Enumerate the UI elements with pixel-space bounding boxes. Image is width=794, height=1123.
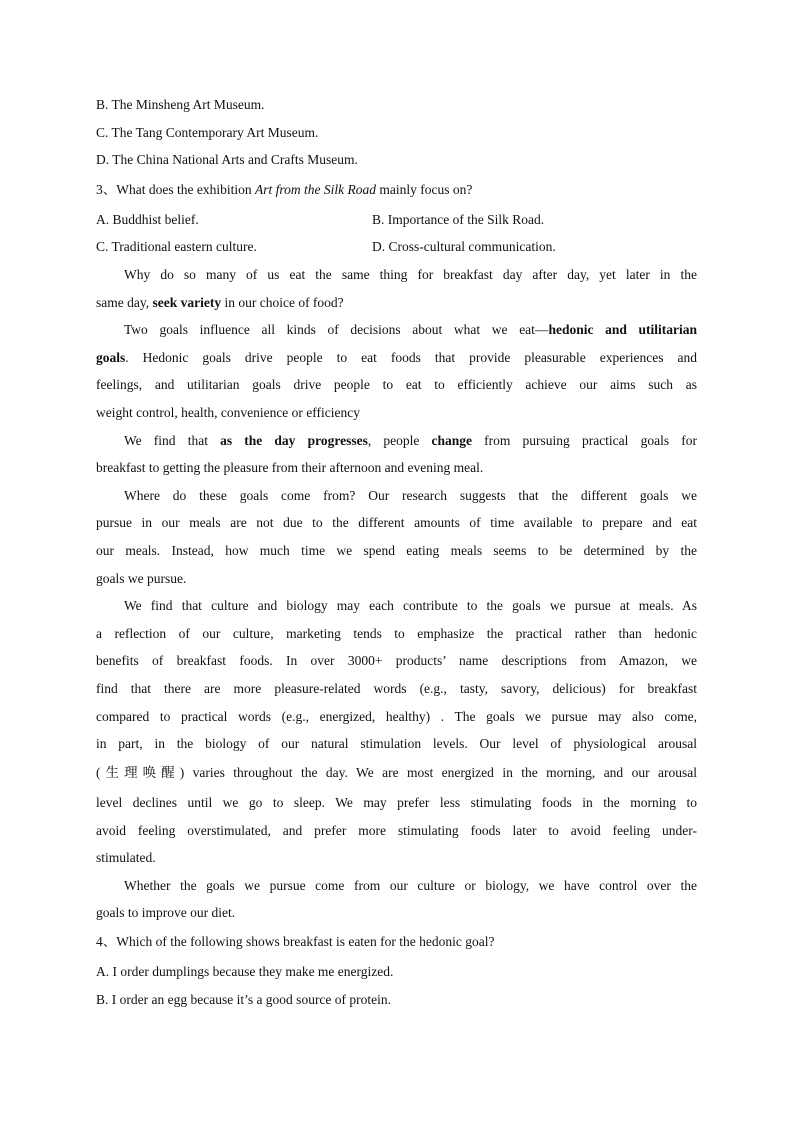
passage-p5-line5: compared to practical words (e.g., energized, healthy) . The goals we pursue may also come,	[96, 709, 697, 724]
q4-option-a: A. I order dumplings because they make me energized.	[96, 964, 394, 979]
q3-option-d: D. Cross-cultural communication.	[372, 239, 556, 254]
q2-option-b: B. The Minsheng Art Museum.	[96, 97, 265, 112]
passage-p6-line2: goals to improve our diet.	[96, 905, 236, 920]
passage-p5-line7: (生理唤醒) varies throughout the day. We are most energized in the morning, and our arousal	[96, 765, 697, 780]
q3-stem: 3、What does the exhibition Art from the Silk Road mainly focus on?	[96, 182, 473, 197]
passage-p2-line1: Two goals influence all kinds of decisions about what we eat—hedonic and utilitarian	[124, 322, 698, 337]
passage-p5-line1: We find that culture and biology may each contribute to the goals we pursue at meals. As	[124, 598, 697, 613]
passage-p5-line6: in part, in the biology of our natural stimulation levels. Our level of physiological arousal	[96, 736, 697, 751]
passage-p4-line2: pursue in our meals are not due to the different amounts of time available to prepare and eat	[96, 515, 697, 530]
passage-p4-line3: our meals. Instead, how much time we spend eating meals seems to be determined by the	[96, 543, 697, 558]
q2-option-d: D. The China National Arts and Crafts Museum.	[96, 152, 358, 167]
q3-option-a: A. Buddhist belief.	[96, 212, 199, 227]
q4-stem: 4、Which of the following shows breakfast is eaten for the hedonic goal?	[96, 934, 495, 949]
passage-p2-line3: feelings, and utilitarian goals drive people to eat to efficiently achieve our aims such as	[96, 377, 697, 392]
exhibition-title: Art from the Silk Road	[254, 182, 376, 197]
passage-p4-line4: goals we pursue.	[96, 571, 187, 586]
passage-p5-line9: avoid feeling overstimulated, and prefer more stimulating foods later to avoid feeling under-	[96, 823, 697, 838]
q3-option-b: B. Importance of the Silk Road.	[372, 212, 545, 227]
passage-p3-line2: breakfast to getting the pleasure from their afternoon and evening meal.	[96, 460, 484, 475]
q2-option-c: C. The Tang Contemporary Art Museum.	[96, 125, 319, 140]
passage-p5-line10: stimulated.	[96, 850, 156, 865]
passage-p5-line8: level declines until we go to sleep. We may prefer less stimulating foods in the morning to	[96, 795, 697, 810]
q4-option-b: B. I order an egg because it’s a good source of protein.	[96, 992, 392, 1007]
passage-p6-line1: Whether the goals we pursue come from our culture or biology, we have control over the	[124, 878, 697, 893]
passage-p5-line3: benefits of breakfast foods. In over 3000+ products’ name descriptions from Amazon, we	[96, 653, 697, 668]
passage-p4-line1: Where do these goals come from? Our research suggests that the different goals we	[124, 488, 697, 503]
passage-p2-line2: goals. Hedonic goals drive people to eat foods that provide pleasurable experiences and	[96, 350, 697, 365]
passage-p5-line2: a reflection of our culture, marketing tends to emphasize the practical rather than hedonic	[96, 626, 697, 641]
q3-option-c: C. Traditional eastern culture.	[96, 239, 257, 254]
passage-p5-line4: find that there are more pleasure-related words (e.g., tasty, savory, delicious) for breakfast	[96, 681, 697, 696]
passage-p3-line1: We find that as the day progresses, people change from pursuing practical goals for	[124, 433, 697, 448]
passage-p1-line2: same day, seek variety in our choice of food?	[96, 295, 344, 310]
passage-p2-line4: weight control, health, convenience or efficiency	[96, 405, 361, 420]
passage-p1-line1: Why do so many of us eat the same thing for breakfast day after day, yet later in the	[124, 267, 697, 282]
